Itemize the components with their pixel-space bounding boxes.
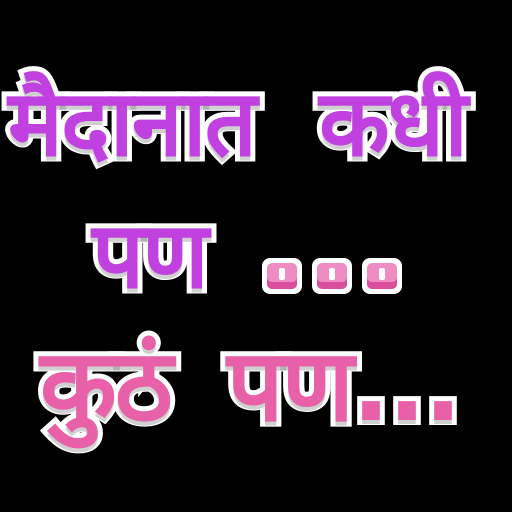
dot-icon — [312, 258, 352, 294]
word-kutha: कुठं — [40, 327, 171, 444]
word-pan: पण — [92, 202, 207, 309]
text-line-2 — [92, 202, 207, 309]
text-line-1 — [8, 70, 467, 177]
text-line-3 — [40, 327, 460, 444]
ellipsis-dots — [262, 258, 402, 294]
dot-icon — [262, 258, 302, 294]
word-kadhi: कधी — [319, 70, 467, 177]
dot-icon — [362, 258, 402, 294]
word-maidanat: मैदानात — [8, 70, 256, 177]
word-pan-ellipsis: पण... — [226, 327, 460, 444]
